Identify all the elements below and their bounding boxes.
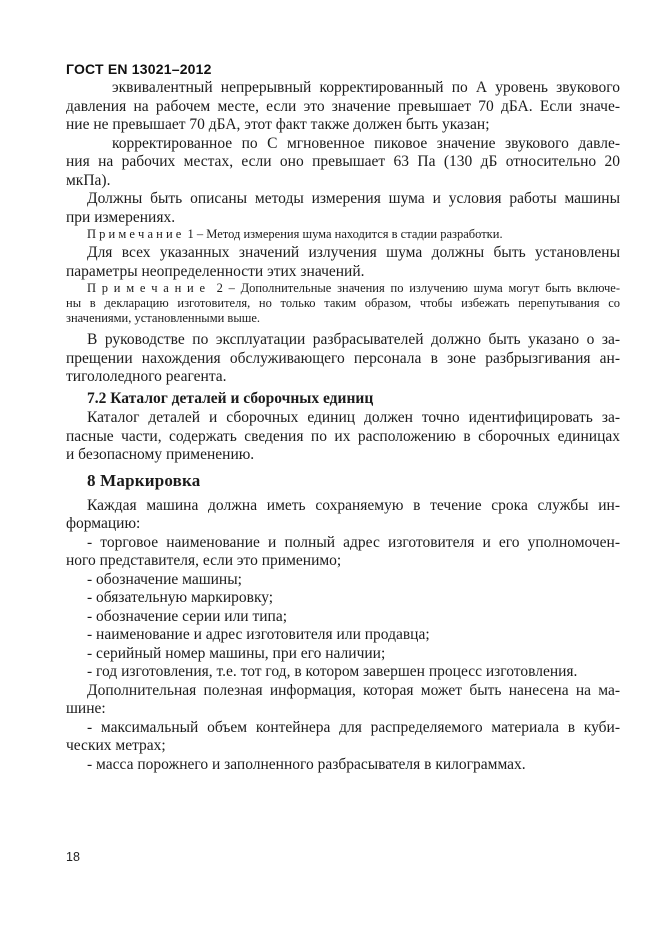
text-line: П р и м е ч а н и е 1 – Метод измерения шума находится в стадии разработки. <box>87 227 503 241</box>
text-line: эквивалентный непрерывный корректированный по А уровень звукового <box>112 79 620 96</box>
paragraph <box>66 682 620 719</box>
text-line: прещении нахождения обслуживающего персонала в зоне разбрызгивания ан- <box>66 349 620 367</box>
page-number: 18 <box>66 850 80 864</box>
list-item: - торговое наименование и полный адрес изготовителя и его уполномочен- <box>87 533 620 551</box>
list-item: ного представителя, если это применимо; <box>66 552 342 569</box>
text-column <box>66 62 620 774</box>
list-item: - обозначение серии или типа; <box>87 607 288 625</box>
list-item: - наименование и адрес изготовителя или продавца; <box>87 626 430 643</box>
text-line: при измерениях. <box>66 208 176 226</box>
text-line: Каталог деталей и сборочных единиц должен точно идентифицировать за- <box>87 409 620 426</box>
paragraph <box>66 331 620 387</box>
paragraph <box>66 497 620 534</box>
list-item: - серийный номер машины, при его наличии; <box>87 644 386 662</box>
text-line: значениями, установленными выше. <box>66 311 261 325</box>
text-line: параметры неопределенности этих значений. <box>66 262 365 280</box>
text-line: и безопасному применению. <box>66 446 255 463</box>
paragraph <box>66 244 620 281</box>
heading-text: 7.2 Каталог деталей и сборочных единиц <box>87 389 374 407</box>
text-line: формацию: <box>66 515 141 532</box>
list-item: - год изготовления, т.е. тот год, в котором завершен процесс изготовления. <box>87 663 578 680</box>
list-item: - масса порожнего и заполненного разбрасывателя в килограммах. <box>87 755 526 773</box>
paragraph <box>66 79 620 135</box>
note-2 <box>66 281 620 326</box>
text-line: давления на рабочем месте, если это значение превышает 70 дБА. Если значе- <box>66 97 620 115</box>
additional-info-list <box>66 719 620 775</box>
text-line: ны в декларацию изготовителя, но только таким образом, чтобы избежать перепутывания со <box>66 296 620 310</box>
marking-list <box>66 534 620 682</box>
running-header: ГОСТ EN 13021–2012 <box>66 61 212 77</box>
text-line: Каждая машина должна иметь сохраняемую в течение срока службы ин- <box>87 496 620 514</box>
text-line: шине: <box>66 700 106 717</box>
text-line: ние не превышает 70 дБА, этот факт также должен быть указан; <box>66 116 490 133</box>
text-line: П р и м е ч а н и е 2 – Дополнительные значения по излучению шума могут быть включе- <box>87 281 620 295</box>
section-heading-7-2 <box>66 390 620 409</box>
list-item: ческих метрах; <box>66 737 166 754</box>
section-heading-8 <box>66 470 620 491</box>
paragraph <box>66 135 620 191</box>
text-line: пасные части, содержать сведения по их расположению в сборочных единицах <box>66 427 620 445</box>
text-line: Должны быть описаны методы измерения шума и условия работы машины <box>87 190 620 207</box>
text-line: корректированное по С мгновенное пиковое значение звукового давле- <box>112 134 620 152</box>
note-1 <box>66 227 620 242</box>
list-item: - обозначение машины; <box>87 570 242 588</box>
list-item: - максимальный объем контейнера для распределяемого материала в куби- <box>87 718 620 736</box>
list-item: - обязательную маркировку; <box>87 589 274 606</box>
heading-text: 8 Маркировка <box>87 470 201 490</box>
text-line: тигололедного реагента. <box>66 368 227 385</box>
text-line: ния на рабочих местах, если оно превышает 63 Па (130 дБ относительно 20 <box>66 153 620 170</box>
text-line: Для всех указанных значений излучения шума должны быть установлены <box>87 244 620 261</box>
text-line: В руководстве по эксплуатации разбрасывателей должно быть указано о за- <box>87 331 620 348</box>
paragraph <box>66 409 620 465</box>
paragraph <box>66 190 620 227</box>
text-line: мкПа). <box>66 171 111 189</box>
text-line: Дополнительная полезная информация, которая может быть нанесена на ма- <box>87 681 620 699</box>
